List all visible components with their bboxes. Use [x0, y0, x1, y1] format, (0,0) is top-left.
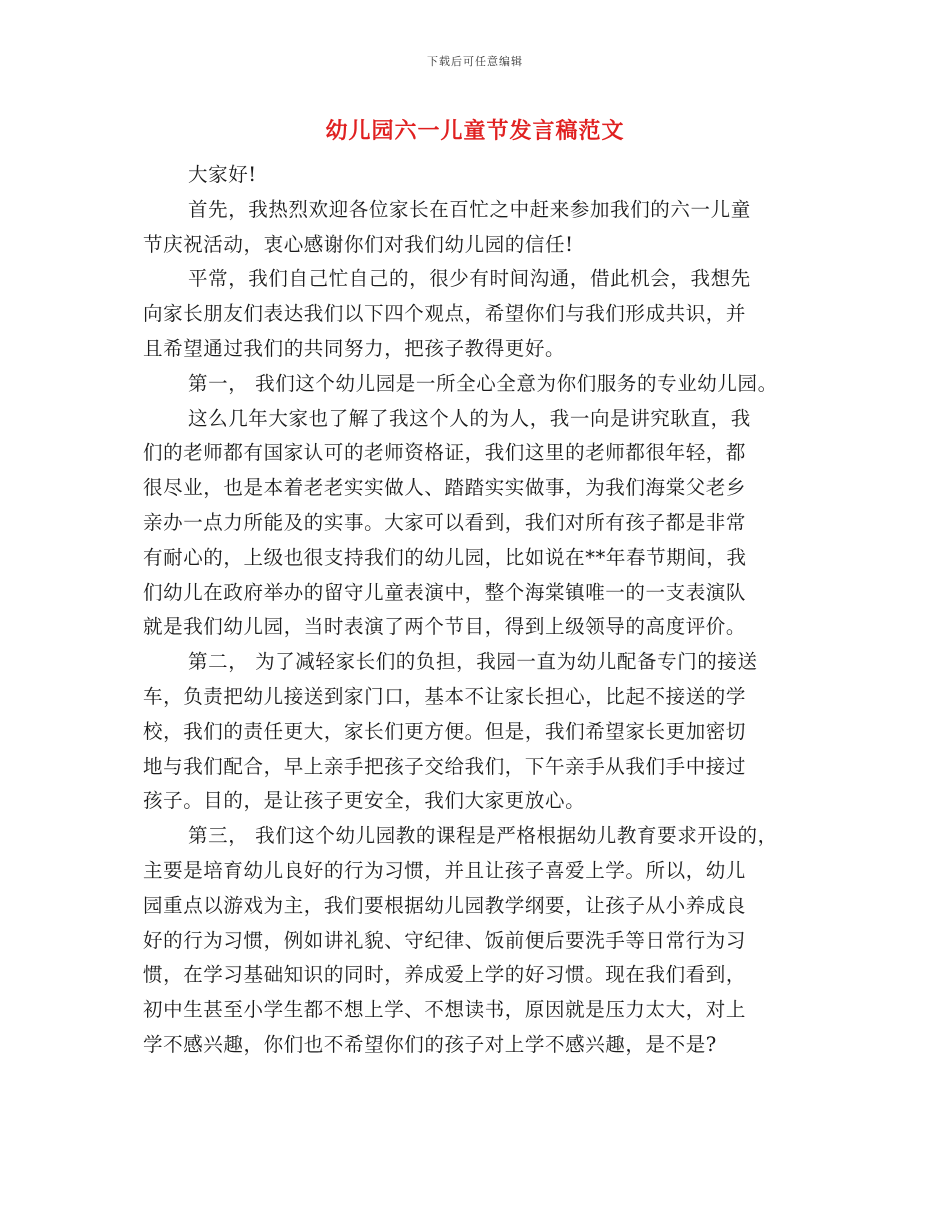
text-line: 车，负责把幼儿接送到家门口，基本不让家长担心，比起不接送的学 [143, 684, 747, 708]
text-line: 学不感兴趣，你们也不希望你们的孩子对上学不感兴趣，是不是? [143, 1032, 717, 1056]
text-line: 有耐心的，上级也很支持我们的幼儿园，比如说在**年春节期间，我 [143, 545, 747, 569]
text-line: 园重点以游戏为主，我们要根据幼儿园教学纲要，让孩子从小养成良 [143, 893, 747, 917]
text-line: 第三， 我们这个幼儿园教的课程是严格根据幼儿教育要求开设的， [188, 824, 778, 848]
text-line: 校，我们的责任更大，家长们更方便。但是，我们希望家长更加密切 [143, 719, 747, 743]
text-line: 们幼儿在政府举办的留守儿童表演中，整个海棠镇唯一的一支表演队 [143, 580, 747, 604]
text-line: 很尽业，也是本着老老实实做人、踏踏实实做事，为我们海棠父老乡 [143, 476, 747, 500]
text-line: 惯，在学习基础知识的同时，养成爱上学的好习惯。现在我们看到， [143, 963, 747, 987]
text-line: 就是我们幼儿园，当时表演了两个节目，得到上级领导的高度评价。 [143, 615, 747, 639]
page-header: 下载后可任意编辑 [427, 55, 523, 68]
text-line: 首先，我热烈欢迎各位家长在百忙之中赶来参加我们的六一儿童 [188, 197, 751, 221]
text-line: 这么几年大家也了解了我这个人的为人，我一向是讲究耿直，我 [188, 406, 751, 430]
text-line: 地与我们配合，早上亲手把孩子交给我们，下午亲手从我们手中接过 [143, 754, 747, 778]
text-line: 初中生甚至小学生都不想上学、不想读书，原因就是压力太大，对上 [143, 998, 747, 1022]
text-line: 好的行为习惯，例如讲礼貌、守纪律、饭前便后要洗手等日常行为习 [143, 928, 747, 952]
text-line: 第一， 我们这个幼儿园是一所全心全意为你们服务的专业幼儿园。 [188, 371, 778, 395]
text-line: 孩子。目的，是让孩子更安全，我们大家更放心。 [143, 789, 586, 813]
text-line: 亲办一点力所能及的实事。大家可以看到，我们对所有孩子都是非常 [143, 510, 747, 534]
text-line: 们的老师都有国家认可的老师资格证，我们这里的老师都很年轻，都 [143, 441, 747, 465]
text-line: 大家好! [188, 163, 257, 186]
text-line: 第二， 为了减轻家长们的负担，我园一直为幼儿配备专门的接送 [188, 650, 758, 674]
text-line: 主要是培育幼儿良好的行为习惯，并且让孩子喜爱上学。所以，幼儿 [143, 858, 747, 882]
document-body [143, 158, 813, 1063]
text-line: 平常，我们自己忙自己的，很少有时间沟通，借此机会，我想先 [188, 267, 751, 291]
document-title: 幼儿园六一儿童节发言稿范文 [325, 118, 625, 144]
text-line: 节庆祝活动，衷心感谢你们对我们幼儿园的信任! [143, 232, 574, 256]
text-line: 且希望通过我们的共同努力，把孩子教得更好。 [143, 336, 566, 360]
text-line: 向家长朋友们表达我们以下四个观点，希望你们与我们形成共识，并 [143, 302, 747, 326]
